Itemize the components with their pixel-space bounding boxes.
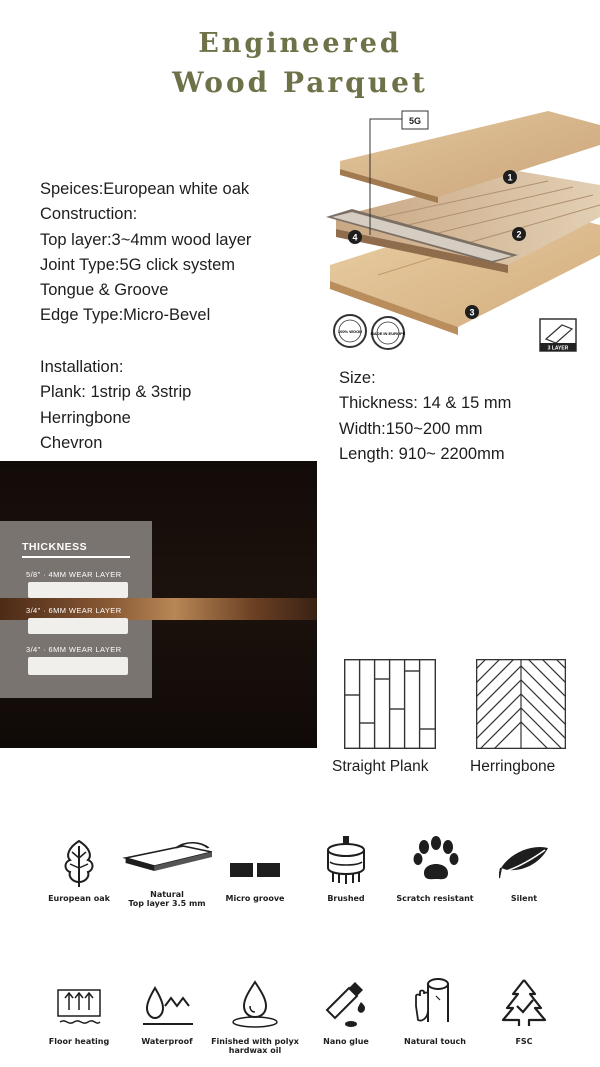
specs-block [40, 177, 251, 329]
feature-label: European oak [48, 894, 110, 903]
size-length: Length: 910~ 2200mm [339, 444, 505, 463]
feature-label: Natural Top layer 3.5 mm [128, 890, 206, 908]
paw-icon [410, 835, 460, 885]
title-line-1: Engineered [198, 28, 402, 59]
spec-tongue-groove: Tongue & Groove [40, 281, 169, 300]
spec-edge-type: Edge Type:Micro-Bevel [40, 306, 211, 325]
oak-leaf-icon [54, 838, 104, 888]
svg-text:100% WOOD: 100% WOOD [337, 329, 363, 334]
marker-1 [503, 170, 517, 184]
wood-badge [334, 315, 366, 347]
installation-heading: Installation: [40, 358, 124, 376]
oil-drop-icon [230, 978, 280, 1028]
thickness-board-3 [28, 657, 128, 675]
size-heading: Size: [339, 369, 376, 387]
spec-species: Speices:European white oak [40, 180, 250, 198]
thickness-row-2: 3/4" · 6MM WEAR LAYER [26, 606, 122, 615]
size-block [339, 366, 511, 467]
waterproof-icon [135, 980, 201, 1030]
fsc-tree-icon [499, 978, 549, 1028]
feature-label: Micro groove [225, 894, 285, 903]
thickness-row-1: 5/8" · 4MM WEAR LAYER [26, 570, 122, 579]
brush-icon [321, 832, 371, 886]
svg-text:3: 3 [469, 307, 475, 318]
feature-label: Silent [510, 894, 538, 903]
marker-2 [512, 227, 526, 241]
europe-badge [371, 317, 406, 349]
spec-joint-type: Joint Type:5G click system [40, 255, 236, 274]
svg-text:2: 2 [516, 229, 522, 240]
thickness-board-1 [28, 582, 128, 598]
layer-diagram [318, 105, 600, 365]
3-layer-badge [540, 319, 576, 352]
straight-plank-pattern [344, 659, 436, 749]
spec-top-layer: Top layer:3~4mm wood layer [40, 230, 252, 249]
feature-label: Waterproof [141, 1037, 193, 1046]
marker-3 [465, 305, 479, 319]
installation-chevron: Chevron [40, 433, 103, 452]
installation-herringbone: Herringbone [40, 408, 131, 427]
installation-block [40, 355, 191, 456]
herringbone-label: Herringbone [470, 758, 556, 775]
thickness-board-2 [28, 618, 128, 634]
floor-heating-icon [54, 980, 104, 1030]
5g-tag-label: 5G [408, 116, 422, 126]
thickness-photo [0, 461, 317, 748]
svg-text:MADE IN EUROPE: MADE IN EUROPE [370, 331, 406, 336]
glue-bottle-icon [321, 980, 371, 1030]
marker-4 [348, 230, 362, 244]
feather-icon [499, 838, 549, 888]
micro-groove-icon [230, 838, 280, 888]
veneer-layer-icon [122, 838, 212, 888]
feature-label: Scratch resistant [396, 894, 474, 903]
hand-log-icon [410, 976, 460, 1026]
feature-label: Natural touch [404, 1037, 466, 1046]
installation-plank: Plank: 1strip & 3strip [40, 383, 192, 402]
thickness-row-3: 3/4" · 6MM WEAR LAYER [26, 645, 122, 654]
feature-label: Nano glue [323, 1037, 369, 1046]
spec-construction: Construction: [40, 205, 138, 224]
size-thickness: Thickness: 14 & 15 mm [339, 394, 512, 413]
svg-text:4: 4 [352, 232, 358, 243]
feature-label: Floor heating [48, 1037, 110, 1046]
feature-label: Brushed [327, 894, 365, 903]
straight-plank-label: Straight Plank [332, 758, 429, 775]
svg-text:1: 1 [507, 172, 513, 183]
thickness-title: THICKNESS [22, 541, 88, 553]
svg-text:3 LAYER: 3 LAYER [547, 345, 569, 352]
title-line-2: Wood Parquet [172, 66, 428, 99]
feature-label: Finished with polyx hardwax oil [211, 1037, 299, 1055]
herringbone-pattern [476, 659, 566, 749]
feature-label: FSC [515, 1037, 533, 1046]
size-width: Width:150~200 mm [339, 419, 483, 438]
